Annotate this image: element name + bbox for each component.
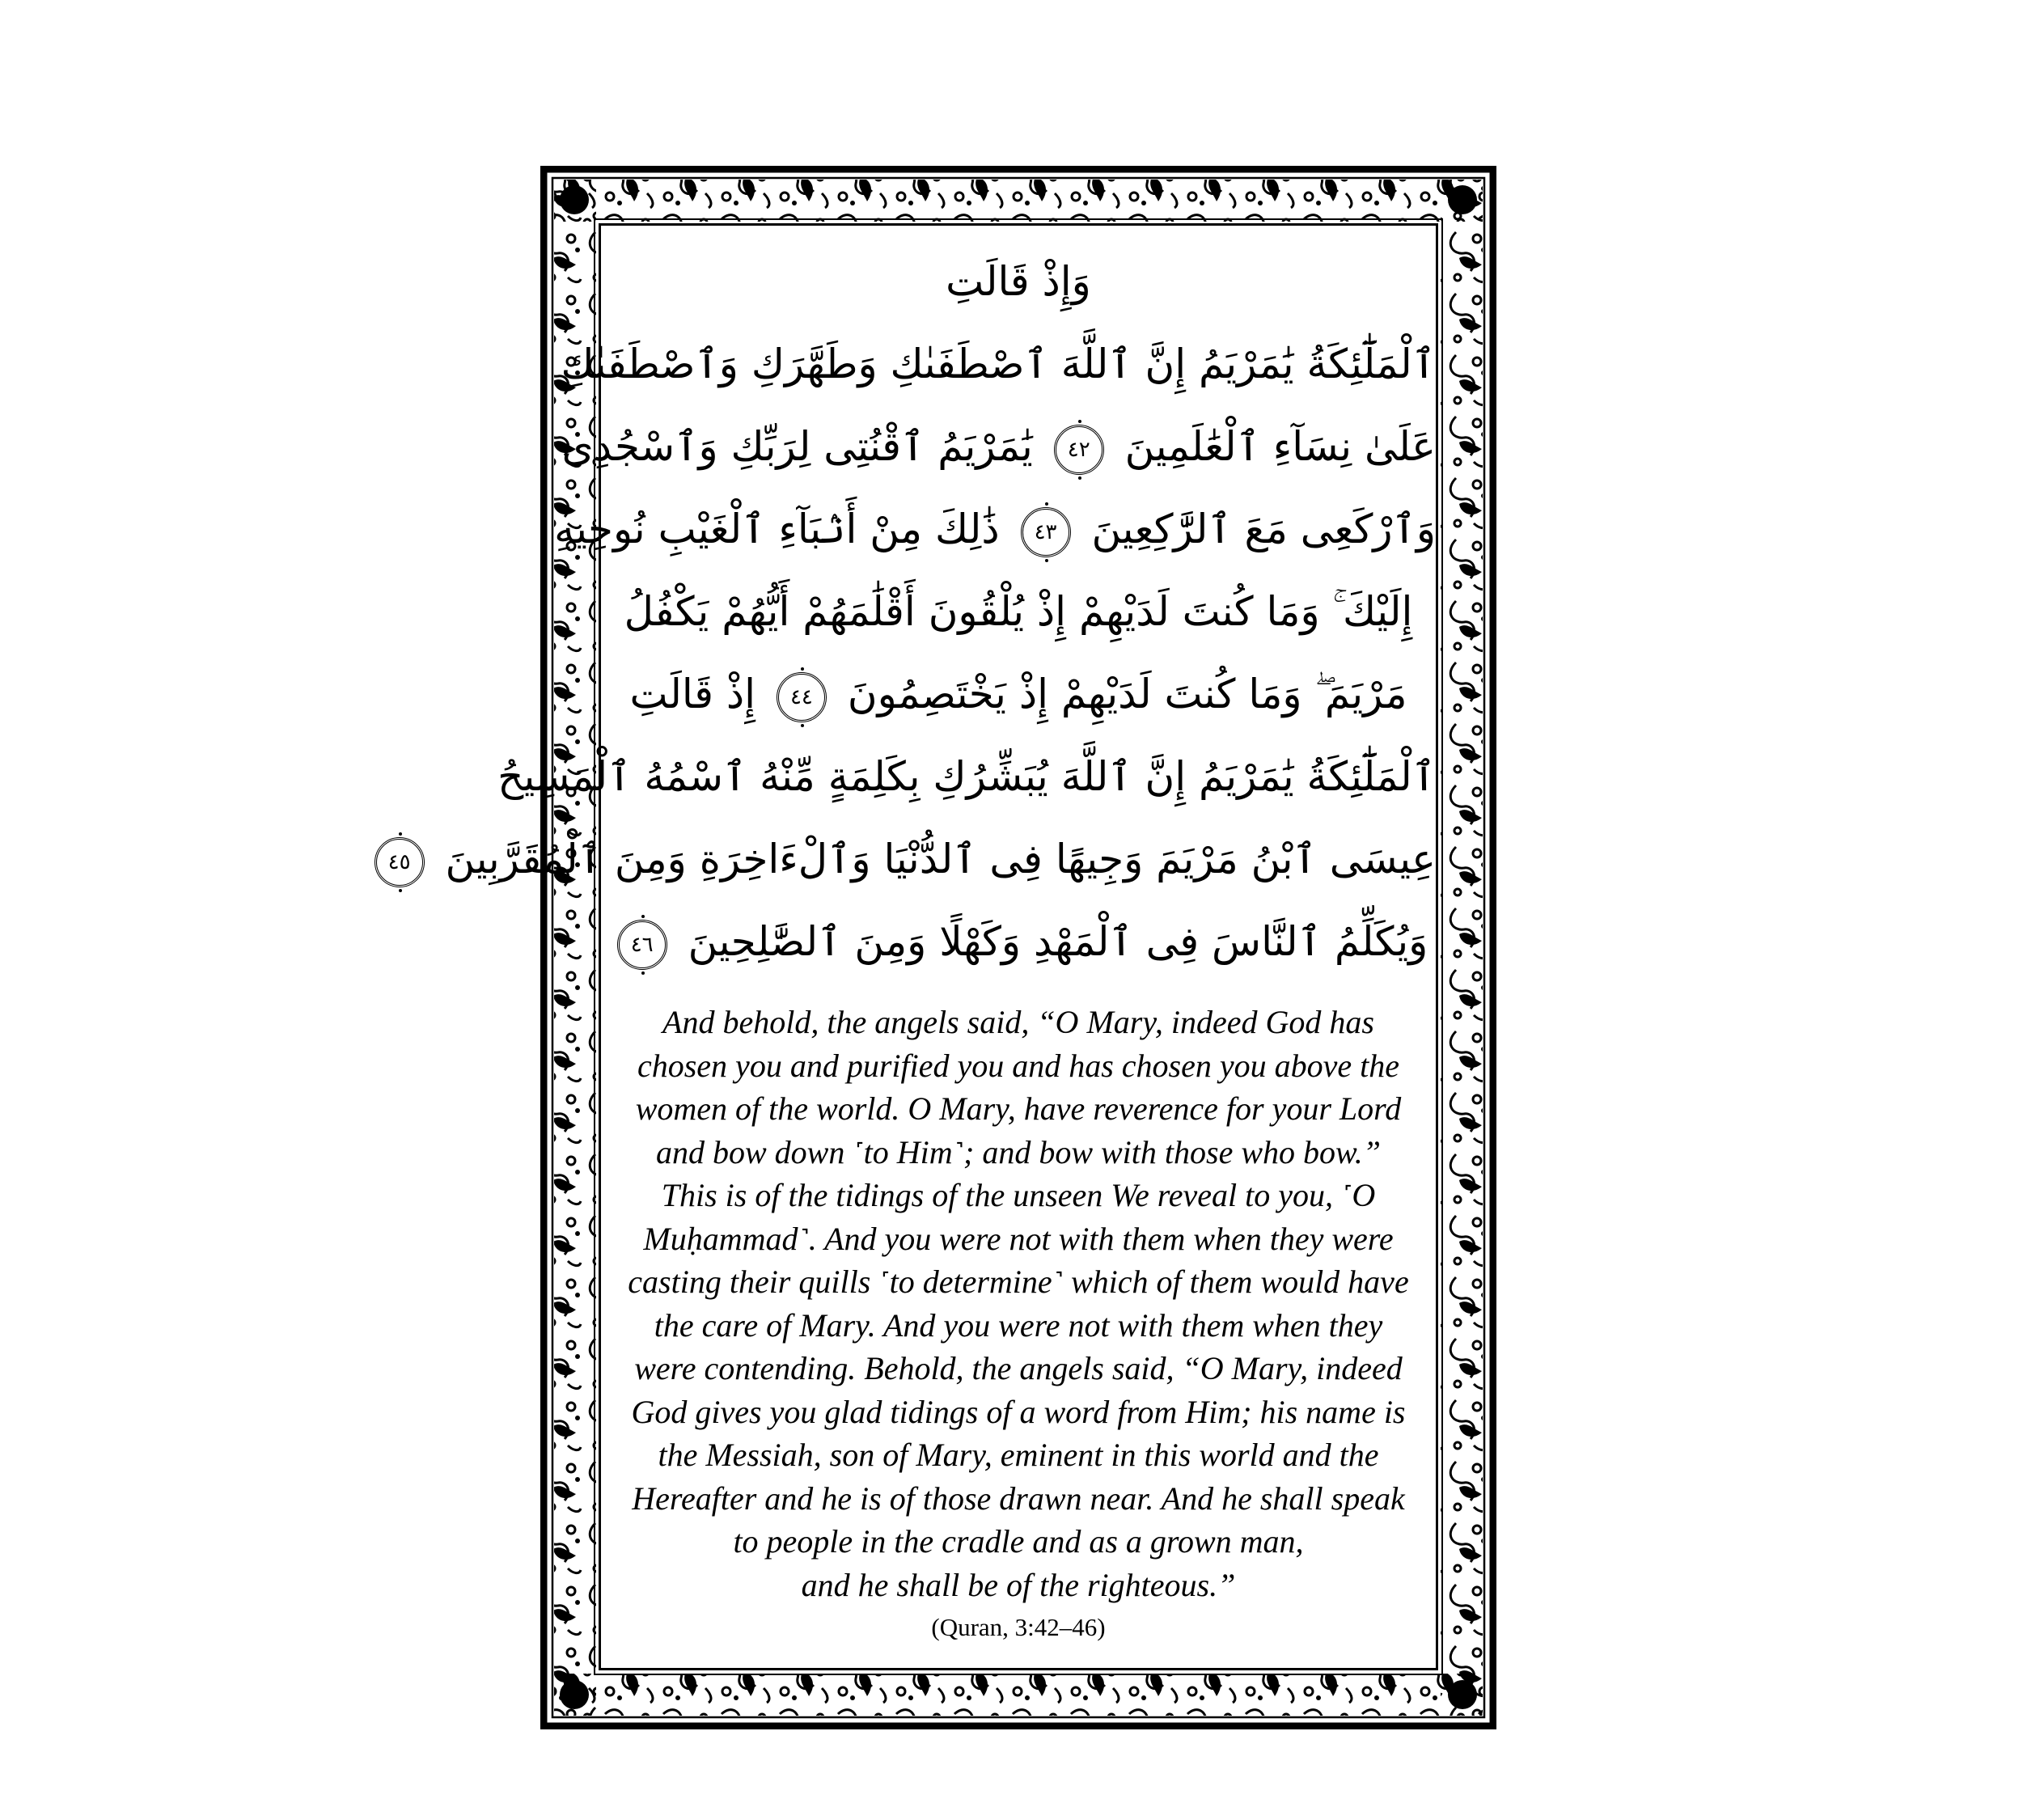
arabic-text: ٱلْمَلَٰٓئِكَةُ يَٰمَرْيَمُ إِنَّ ٱللَّهَ يُبَشِّرُكِ بِكَلِمَةٍ مِّنْهُ ٱسْمُهُ ٱلْمَسِيحُ bbox=[497, 753, 1436, 800]
arabic-text: إِلَيْكَ ۚ وَمَا كُنتَ لَدَيْهِمْ إِذْ يُلْقُونَ أَقْلَٰمَهُمْ أَيُّهُمْ يَكْفُلُ bbox=[624, 588, 1413, 635]
arabic-line bbox=[601, 900, 1436, 983]
translation-line: women of the world. O Mary, have reverence for your Lord bbox=[635, 1090, 1402, 1127]
arabic-verses bbox=[387, 240, 1436, 983]
translation-line: and he shall be of the righteous.” bbox=[801, 1566, 1236, 1603]
translation-line: God gives you glad tidings of a word from Him; his name is bbox=[631, 1393, 1406, 1430]
arabic-text: وَيُكَلِّمُ ٱلنَّاسَ فِى ٱلْمَهْدِ وَكَهْلًا وَمِنَ ٱلصَّٰلِحِينَ bbox=[688, 918, 1428, 965]
verse-number-marker: ٤٦ bbox=[617, 920, 667, 970]
translation-line: and bow down ˹to Him˺; and bow with those who bow.” bbox=[656, 1133, 1381, 1170]
arabic-text: عِيسَى ٱبْنُ مَرْيَمَ وَجِيهًا فِى ٱلدُّنْيَا وَٱلْءَاخِرَةِ وَمِنَ ٱلْمُقَرَّبِينَ bbox=[445, 836, 1436, 882]
translation-line: the Messiah, son of Mary, eminent in this world and the bbox=[658, 1437, 1379, 1473]
verse-number-marker: ٤٣ bbox=[1021, 507, 1071, 557]
translation-line: chosen you and purified you and has chosen you above the bbox=[637, 1047, 1399, 1084]
arabic-line bbox=[561, 323, 1436, 405]
citation: (Quran, 3:42–46) bbox=[931, 1613, 1106, 1641]
arabic-text: مَرْيَمَ ۖ وَمَا كُنتَ لَدَيْهِمْ إِذْ يَخْتَصِمُونَ bbox=[847, 671, 1407, 717]
translation-line: And behold, the angels said, “O Mary, indeed God has bbox=[662, 1004, 1374, 1040]
translation-line: This is of the tidings of the unseen We reveal to you, ˹O bbox=[661, 1177, 1376, 1213]
translation-line: Hereafter and he is of those drawn near. And he shall speak bbox=[632, 1479, 1405, 1517]
arabic-text: ذَٰلِكَ مِنْ أَنۢبَآءِ ٱلْغَيْبِ نُوحِيهِ bbox=[554, 506, 1000, 552]
arabic-line bbox=[554, 488, 1436, 570]
arabic-line bbox=[601, 653, 1436, 735]
verse-number-marker: ٤٥ bbox=[375, 837, 425, 887]
ornamental-frame bbox=[387, 166, 1496, 1729]
translation-line: casting their quills ˹to determine˺ which of them would have bbox=[628, 1263, 1409, 1300]
english-translation bbox=[617, 1001, 1420, 1606]
verse-number-marker: ٤٢ bbox=[1054, 425, 1104, 475]
arabic-text: يَٰمَرْيَمُ ٱقْنُتِى لِرَبِّكِ وَٱسْجُدِى bbox=[561, 423, 1033, 470]
arabic-text: ٱلْمَلَٰٓئِكَةُ يَٰمَرْيَمُ إِنَّ ٱللَّهَ ٱصْطَفَىٰكِ وَطَهَّرَكِ وَٱصْطَفَىٰكِ bbox=[561, 341, 1436, 387]
arabic-text: عَلَىٰ نِسَآءِ ٱلْعَٰلَمِينَ bbox=[1124, 423, 1436, 470]
arabic-text: وَإِذْ قَالَتِ bbox=[946, 258, 1091, 305]
arabic-line bbox=[387, 818, 1436, 900]
arabic-line bbox=[497, 735, 1436, 818]
translation-line: the care of Mary. And you were not with them when they bbox=[654, 1306, 1383, 1344]
arabic-text: وَٱرْكَعِى مَعَ ٱلرَّٰكِعِينَ bbox=[1091, 506, 1436, 552]
arabic-line bbox=[561, 405, 1436, 488]
text-panel bbox=[387, 223, 1438, 1670]
translation-line: to people in the cradle and as a grown man, bbox=[733, 1523, 1304, 1560]
translation-line: Muḥammad˺. And you were not with them when they were bbox=[643, 1220, 1394, 1257]
verse-number-marker: ٤٤ bbox=[777, 672, 827, 722]
translation-line: were contending. Behold, the angels said, “O Mary, indeed bbox=[634, 1350, 1403, 1386]
arabic-text: إِذْ قَالَتِ bbox=[629, 671, 756, 717]
arabic-line bbox=[601, 570, 1436, 653]
arabic-line bbox=[601, 240, 1436, 323]
